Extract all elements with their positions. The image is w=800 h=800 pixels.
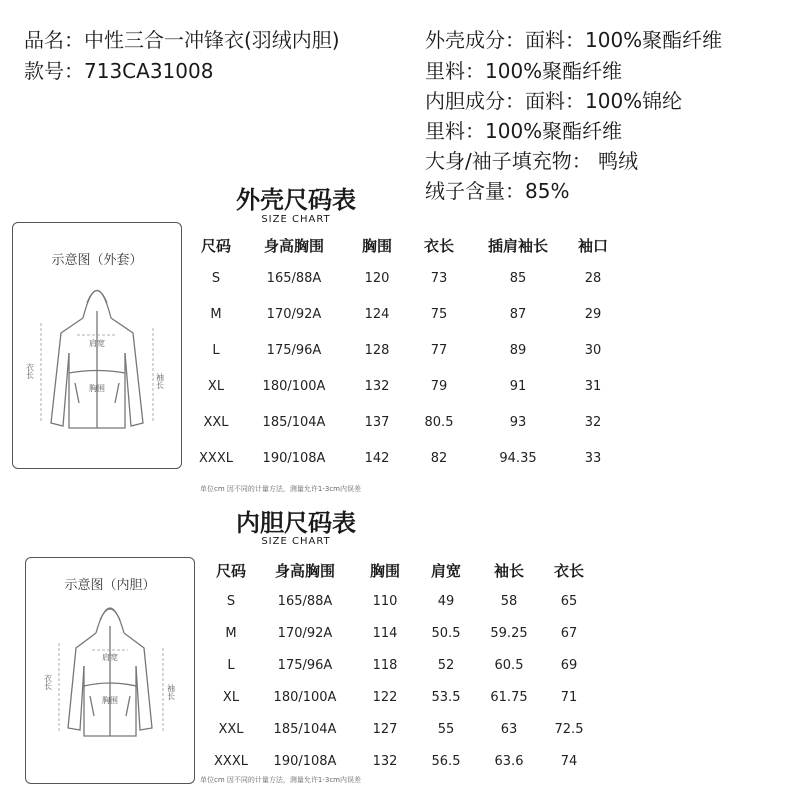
cell: 73 (430, 270, 448, 286)
cell: 89 (509, 342, 527, 358)
cell: 65 (560, 593, 578, 609)
cell: 85 (509, 270, 527, 286)
cell: 79 (430, 378, 448, 394)
diagram-mark-sleeve: 袖长 (166, 684, 176, 700)
table-row (207, 713, 597, 745)
cell: 87 (509, 306, 527, 322)
cell: 82 (430, 450, 448, 466)
product-style-number: 款号：713CA31008 (24, 59, 214, 83)
column-header: 袖口 (577, 236, 608, 255)
cell: 114 (372, 625, 398, 641)
outer-diagram-label: 示意图（外套） (51, 253, 143, 268)
column-header: 衣长 (553, 561, 584, 580)
cell: 67 (560, 625, 578, 641)
cell: L (227, 657, 235, 673)
diagram-mark-length: 衣长 (43, 674, 53, 690)
cell: 175/96A (266, 342, 322, 358)
composition-line: 里料：100%聚酯纤维 (425, 59, 623, 83)
cell: 190/108A (273, 753, 337, 769)
diagram-mark-shoulder: 肩宽 (89, 339, 105, 348)
cell: 165/88A (266, 270, 322, 286)
table-row (192, 440, 622, 476)
cell: 69 (560, 657, 578, 673)
inner-diagram-box (25, 557, 195, 784)
column-header: 插肩袖长 (487, 236, 548, 255)
cell: 30 (584, 342, 602, 358)
cell: 63 (500, 721, 518, 737)
cell: 170/92A (277, 625, 333, 641)
cell: XXL (203, 414, 229, 430)
cell: 127 (372, 721, 398, 737)
cell: 93 (509, 414, 527, 430)
cell: S (226, 593, 236, 609)
cell: 28 (584, 270, 602, 286)
table-row (207, 681, 597, 713)
cell: 132 (372, 753, 398, 769)
cell: 60.5 (494, 657, 524, 673)
diagram-mark-chest: 胸围 (89, 384, 105, 393)
cell: 128 (364, 342, 390, 358)
column-header: 身高胸围 (263, 236, 324, 255)
cell: 49 (437, 593, 455, 609)
cell: 91 (509, 378, 527, 394)
cell: 80.5 (424, 414, 454, 430)
cell: XXL (218, 721, 244, 737)
column-header: 衣长 (423, 236, 454, 255)
product-name: 品名：中性三合一冲锋衣(羽绒内胆) (24, 28, 340, 52)
cell: 71 (560, 689, 578, 705)
table-row (192, 296, 622, 332)
cell: 185/104A (273, 721, 337, 737)
cell: 50.5 (431, 625, 461, 641)
cell: 58 (500, 593, 518, 609)
column-header: 尺码 (215, 561, 246, 580)
cell: M (210, 306, 222, 322)
cell: XL (222, 689, 240, 705)
cell: 190/108A (262, 450, 326, 466)
diagram-mark-length: 衣长 (25, 363, 35, 379)
cell: 72.5 (554, 721, 584, 737)
cell: 52 (437, 657, 455, 673)
table-row (207, 745, 597, 777)
table-header-row (207, 555, 597, 585)
cell: M (225, 625, 237, 641)
table-row (192, 368, 622, 404)
table-header-row (192, 230, 622, 260)
composition-line: 绒子含量：85% (425, 179, 570, 203)
cell: 75 (430, 306, 448, 322)
cell: XXXL (214, 753, 248, 769)
cell: S (211, 270, 221, 286)
cell: 122 (372, 689, 398, 705)
cell: 170/92A (266, 306, 322, 322)
liner-illustration (26, 558, 194, 783)
cell: 165/88A (277, 593, 333, 609)
inner-measurement-note: 单位cm 因不同的计量方法，测量允许1-3cm内误差 (200, 776, 361, 784)
jacket-illustration (13, 223, 181, 468)
column-header: 袖长 (493, 561, 524, 580)
cell: 33 (584, 450, 602, 466)
cell: 55 (437, 721, 455, 737)
outer-chart-subtitle: SIZE CHART (261, 214, 331, 225)
cell: 74 (560, 753, 578, 769)
inner-chart-subtitle: SIZE CHART (261, 536, 331, 547)
inner-diagram-label: 示意图（内胆） (64, 578, 156, 593)
composition-line: 外壳成分：面料：100%聚酯纤维 (425, 28, 723, 52)
cell: 132 (364, 378, 390, 394)
outer-size-table (192, 230, 622, 476)
cell: 56.5 (431, 753, 461, 769)
cell: 32 (584, 414, 602, 430)
cell: 31 (584, 378, 602, 394)
cell: 175/96A (277, 657, 333, 673)
cell: 63.6 (494, 753, 524, 769)
column-header: 身高胸围 (274, 561, 335, 580)
diagram-mark-chest: 胸围 (102, 696, 118, 705)
table-row (192, 404, 622, 440)
cell: 29 (584, 306, 602, 322)
cell: 124 (364, 306, 390, 322)
cell: 180/100A (273, 689, 337, 705)
cell: 137 (364, 414, 390, 430)
inner-size-table (207, 555, 597, 777)
outer-diagram-box (12, 222, 182, 469)
cell: L (212, 342, 220, 358)
cell: 53.5 (431, 689, 461, 705)
table-row (192, 260, 622, 296)
table-row (207, 649, 597, 681)
diagram-mark-shoulder: 肩宽 (102, 653, 118, 662)
composition-line: 内胆成分：面料：100%锦纶 (425, 89, 683, 113)
cell: 110 (372, 593, 398, 609)
cell: XL (207, 378, 225, 394)
cell: 94.35 (499, 450, 537, 466)
column-header: 尺码 (200, 236, 231, 255)
diagram-mark-sleeve: 袖长 (155, 373, 165, 389)
cell: 118 (372, 657, 398, 673)
table-row (192, 332, 622, 368)
column-header: 胸围 (369, 561, 400, 580)
cell: 120 (364, 270, 390, 286)
table-row (207, 617, 597, 649)
cell: 61.75 (490, 689, 528, 705)
composition-line: 大身/袖子填充物： 鸭绒 (425, 149, 639, 173)
composition-line: 里料：100%聚酯纤维 (425, 119, 623, 143)
table-row (207, 585, 597, 617)
column-header: 胸围 (361, 236, 392, 255)
cell: 77 (430, 342, 448, 358)
column-header: 肩宽 (430, 561, 461, 580)
cell: 59.25 (490, 625, 528, 641)
inner-chart-title: 内胆尺码表 (236, 509, 356, 537)
outer-chart-title: 外壳尺码表 (236, 186, 356, 214)
cell: XXXL (199, 450, 233, 466)
cell: 185/104A (262, 414, 326, 430)
outer-measurement-note: 单位cm 因不同的计量方法，测量允许1-3cm内误差 (200, 485, 361, 493)
cell: 142 (364, 450, 390, 466)
cell: 180/100A (262, 378, 326, 394)
